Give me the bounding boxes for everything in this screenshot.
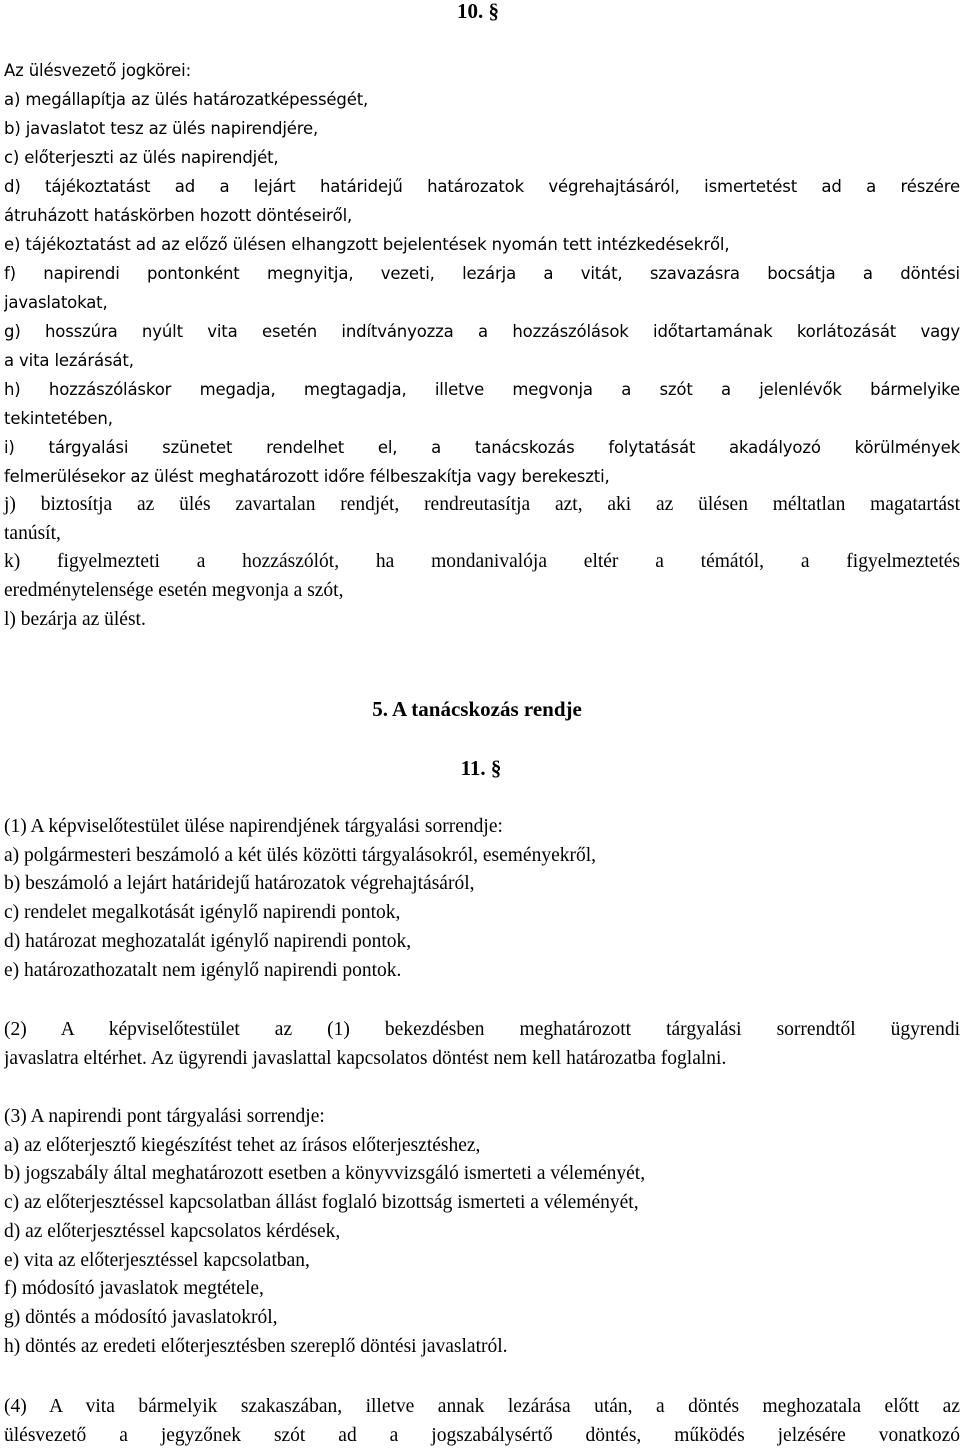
section-11-paragraph-2	[4, 1016, 960, 1073]
text-line: c) az előterjesztéssel kapcsolatban állást foglaló bizottság ismerteti a véleményét,	[4, 1192, 639, 1214]
text-line: felmerülésekor az ülést meghatározott időre félbeszakítja vagy berekeszti,	[4, 467, 610, 486]
text-line: f) módosító javaslatok megtétele,	[4, 1278, 264, 1300]
section-10-body	[4, 56, 960, 491]
text-line: e) vita az előterjesztéssel kapcsolatban,	[4, 1249, 310, 1271]
text-line: c) előterjeszti az ülés napirendjét,	[4, 148, 279, 167]
text-line: (1) A képviselőtestület ülése napirendjének tárgyalási sorrendje:	[4, 816, 503, 837]
chapter-5-title: 5. A tanácskozás rendje	[372, 697, 582, 721]
section-10-body-continued	[4, 491, 960, 634]
text-line: (3) A napirendi pont tárgyalási sorrendje:	[4, 1106, 325, 1127]
text-line: b) jogszabály által meghatározott esetben a könyvvizsgáló ismerteti a véleményét,	[4, 1163, 646, 1185]
text-line: h) döntés az eredeti előterjesztésben szereplő döntési javaslatról.	[4, 1335, 508, 1357]
text-line: (4) A vita bármelyik szakaszában, illetve annak lezárása után, a döntés meghozatala előtt az	[4, 1396, 960, 1417]
text-line: d) határozat meghozatalát igénylő napirendi pontok,	[4, 930, 412, 952]
text-line: g) hosszúra nyúlt vita esetén indítványozza a hozzászólások időtartamának korlátozását vagy	[4, 322, 960, 341]
text-line: (2) A képviselőtestület az (1) bekezdésben meghatározott tárgyalási sorrendtől ügyrendi	[4, 1019, 960, 1040]
text-line: a) polgármesteri beszámoló a két ülés közötti tárgyalásokról, eseményekről,	[4, 844, 597, 866]
text-line: tanúsít,	[4, 522, 61, 544]
text-line: tekintetében,	[4, 409, 113, 428]
text-line: l) bezárja az ülést.	[4, 608, 146, 630]
text-line: d) tájékoztatást ad a lejárt határidejű határozatok végrehajtásáról, ismertetést ad a részére	[4, 177, 960, 196]
text-line: b) beszámoló a lejárt határidejű határozatok végrehajtásáról,	[4, 873, 475, 895]
text-line: a vita lezárását,	[4, 351, 134, 370]
text-line: javaslatra eltérhet. Az ügyrendi javaslattal kapcsolatos döntést nem kell határozatba foglalni.	[4, 1047, 727, 1069]
text-line: eredménytelensége esetén megvonja a szót,	[4, 580, 344, 602]
section-11-paragraph-3	[4, 1103, 960, 1361]
text-line: f) napirendi pontonként megnyitja, vezeti, lezárja a vitát, szavazásra bocsátja a döntési	[4, 264, 960, 283]
section-11-paragraph-1	[4, 813, 960, 985]
text-line: javaslatokat,	[4, 293, 108, 312]
text-line: g) döntés a módosító javaslatokról,	[4, 1306, 278, 1328]
text-line: ülésvezető a jegyzőnek szót ad a jogszabálysértő döntés, működés jelzésére vonatkozó	[4, 1424, 960, 1446]
text-line: e) határozathozatalt nem igénylő napirendi pontok.	[4, 959, 402, 981]
section-11-paragraph-4	[4, 1393, 960, 1450]
text-line: a) az előterjesztő kiegészítést tehet az írásos előterjesztéshez,	[4, 1134, 481, 1156]
text-line: k) figyelmezteti a hozzászólót, ha mondanivalója eltér a témától, a figyelmeztetés	[4, 551, 960, 573]
text-line: c) rendelet megalkotását igénylő napirendi pontok,	[4, 902, 401, 924]
text-line: átruházott hatáskörben hozott döntéseiről,	[4, 206, 353, 225]
text-line: Az ülésvezető jogkörei:	[4, 61, 192, 80]
section-11-heading: 11. §	[460, 756, 502, 780]
text-line: i) tárgyalási szünetet rendelhet el, a tanácskozás folytatását akadályozó körülmények	[4, 438, 960, 457]
text-line: b) javaslatot tesz az ülés napirendjére,	[4, 119, 319, 138]
text-line: j) biztosítja az ülés zavartalan rendjét, rendreutasítja azt, aki az ülésen méltatlan magatartást	[4, 494, 960, 515]
section-10-heading: 10. §	[457, 0, 499, 23]
text-line: a) megállapítja az ülés határozatképességét,	[4, 90, 369, 109]
text-line: e) tájékoztatást ad az előző ülésen elhangzott bejelentések nyomán tett intézkedésekről,	[4, 235, 730, 254]
text-line: d) az előterjesztéssel kapcsolatos kérdések,	[4, 1220, 341, 1242]
text-line: h) hozzászóláskor megadja, megtagadja, illetve megvonja a szót a jelenlévők bármelyike	[4, 380, 960, 399]
